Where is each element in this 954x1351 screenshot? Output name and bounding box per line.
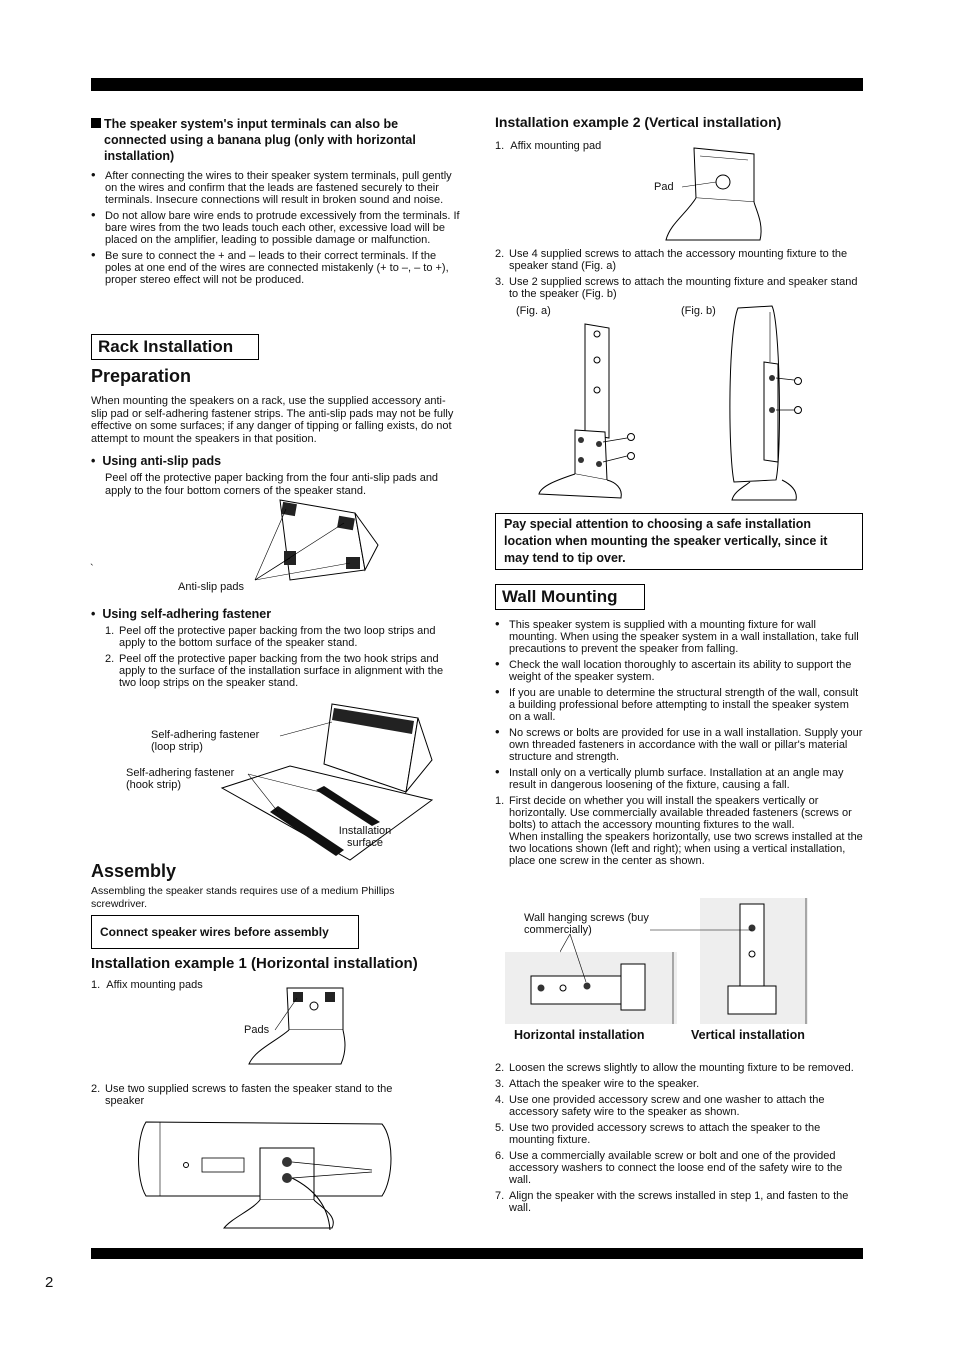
fastener-steps: [105, 625, 451, 689]
list-item: • Check the wall location thoroughly to ascertain its ability to support the weight of the speaker system.: [495, 659, 863, 683]
bottom-rule: [91, 1248, 863, 1259]
list-item: • Install only on a vertically plumb surface. Installation at an angle may result in dangerous loosening of the fixture, causing a fall.: [495, 767, 863, 791]
fig-a-illustration: [535, 320, 645, 502]
preparation-heading-wrap: [91, 366, 191, 387]
banana-heading: The speaker system's input terminals can also be connected using a banana plug (only with horizontal installation): [91, 116, 461, 164]
list-item: 5. Use two provided accessory screws to attach the speaker to the mounting fixture.: [495, 1122, 821, 1146]
fastener-section: [91, 607, 451, 693]
list-item: 4. Use one provided accessory screw and one washer to attach the accessory safety wire to the speaker as shown.: [495, 1094, 825, 1118]
list-item: 2. Use 4 supplied screws to attach the accessory mounting fixture to the speaker stand (Fig. a): [495, 248, 848, 272]
list-item: 2. Peel off the protective paper backing from the two hook strips and apply to the surface of the installation surface in alignment with the two loop strips on the speaker stand.: [105, 653, 444, 689]
vertical-label: Vertical installation: [691, 1028, 805, 1042]
bullet: •: [91, 607, 103, 621]
rack-heading: Rack Installation: [91, 334, 259, 360]
example2-steps: [495, 248, 863, 304]
list-item: 7. Align the speaker with the screws installed in step 1, and fasten to the wall.: [495, 1190, 849, 1214]
connect-box: Connect speaker wires before assembly: [91, 915, 359, 949]
list-item: • This speaker system is supplied with a mounting fixture for wall mounting. When using the speaker system in a wall installation, take full precautions to prevent the speaker from falling.: [495, 619, 863, 655]
example2-step1: 1. Affix mounting pad: [495, 140, 602, 152]
antislip-figure: [250, 495, 390, 590]
pad-label: Pad: [654, 181, 674, 193]
wall-heading: Wall Mounting: [495, 584, 645, 610]
example1-heading: Installation example 1 (Horizontal installation): [91, 955, 418, 972]
assembly-heading: Assembly: [91, 861, 177, 881]
list-item: 2. Use two supplied screws to fasten the speaker stand to the speaker: [91, 1083, 393, 1107]
fig-b-illustration: [720, 302, 810, 507]
fastener-heading: Using self-adhering fastener: [102, 607, 272, 621]
rack-heading-box: [91, 334, 259, 360]
list-item: • Do not allow bare wire ends to protrude excessively from the terminals. If bare wires from the two leads touch each other, excessive load will be placed on the amplifier, leading to possible damage or malfunction.: [91, 210, 461, 246]
loop-label: Self-adhering fastener (loop strip): [151, 729, 260, 753]
fig-b-label: (Fig. b): [681, 305, 716, 317]
wall-bullets: [495, 619, 863, 791]
preparation-heading: Preparation: [91, 366, 192, 386]
antislip-text: Peel off the protective paper backing from the four anti-slip pads and apply to the four bottom corners of the speaker stand.: [105, 472, 439, 497]
fig-a-label: (Fig. a): [516, 305, 551, 317]
stray-mark: `: [90, 563, 94, 575]
example2-heading: Installation example 2 (Vertical installation): [495, 114, 782, 130]
warning-box: Pay special attention to choosing a safe installation location when mounting the speaker vertically, since it may tend to tip over.: [495, 513, 863, 570]
assembly-heading-wrap: [91, 861, 176, 882]
example1-step1: 1. Affix mounting pads: [91, 979, 203, 991]
page-number: 2: [45, 1274, 54, 1291]
wall-heading-box: [495, 584, 645, 610]
banana-bullets: [91, 170, 461, 286]
antislip-section: [91, 454, 451, 497]
antislip-heading: Using anti-slip pads: [102, 454, 222, 468]
list-item: 3. Use 2 supplied screws to attach the mounting fixture and speaker stand to the speaker (Fig. b): [495, 276, 858, 300]
horizontal-label: Horizontal installation: [514, 1028, 645, 1042]
list-item: 1. Peel off the protective paper backing from the two loop strips and apply to the bottom surface of the speaker stand.: [105, 625, 436, 649]
top-rule: [91, 78, 863, 91]
square-bullet-icon: [91, 118, 101, 128]
wall-steps: [495, 1062, 863, 1218]
pads-label: Pads: [244, 1024, 270, 1036]
screws-label: Wall hanging screws (buy commercially): [524, 912, 649, 936]
list-item: 2. Loosen the screws slightly to allow the mounting fixture to be removed.: [495, 1062, 854, 1074]
list-item: 6. Use a commercially available screw or bolt and one of the provided accessory washers to connect the loose end of the safety wire to the wall.: [495, 1150, 843, 1186]
assembly-text: Assembling the speaker stands requires use of a medium Phillips screwdriver.: [91, 885, 395, 910]
left-column: [91, 116, 461, 290]
preparation-text: When mounting the speakers on a rack, use the supplied accessory anti-slip pad or self-adhering fastener strips. The anti-slip pads may not be fully effective on some surfaces; if any danger of tipping or falling exists, do not attempt to mount the speakers in that position.: [91, 395, 454, 445]
list-item: • After connecting the wires to their speaker system terminals, pull gently on the wires and confirm that the leads are fastened securely to their terminals. Insecure connections will result in broken sound and noise.: [91, 170, 461, 206]
list-item: • Be sure to connect the + and – leads to their correct terminals. If the poles at one end of the wires are connected mistakenly (+ to –, – to +), proper stereo effect will not be produced.: [91, 250, 461, 286]
antislip-label: Anti-slip pads: [178, 581, 245, 593]
bullet: •: [91, 454, 103, 468]
wall-section: [495, 619, 863, 871]
list-item: 1. First decide on whether you will install the speakers vertically or horizontally. Use commercially available threaded fasteners (screws or bolts) to attach the accessory mounting fixtures to the wall. When installing the speakers horizontally, use two screws installed at the two locations shown (left and right); when using a vertical installation, place one screw in the center as shown.: [495, 795, 863, 867]
list-item: • No screws or bolts are provided for use in a wall installation. Supply your own threaded fasteners in accordance with the wall or pillar's material structure and strength.: [495, 727, 863, 763]
list-item: 3. Attach the speaker wire to the speaker.: [495, 1078, 700, 1090]
speaker-horizontal-figure: [132, 1118, 397, 1233]
surface-label: Installation surface: [338, 825, 392, 849]
stand-figure-vertical: [660, 144, 770, 244]
hook-label: Self-adhering fastener (hook strip): [126, 767, 235, 791]
example1-step2-wrap: [91, 1083, 431, 1111]
list-item: • If you are unable to determine the structural strength of the wall, consult a building professional before attempting to install the speaker system on a wall.: [495, 687, 863, 723]
